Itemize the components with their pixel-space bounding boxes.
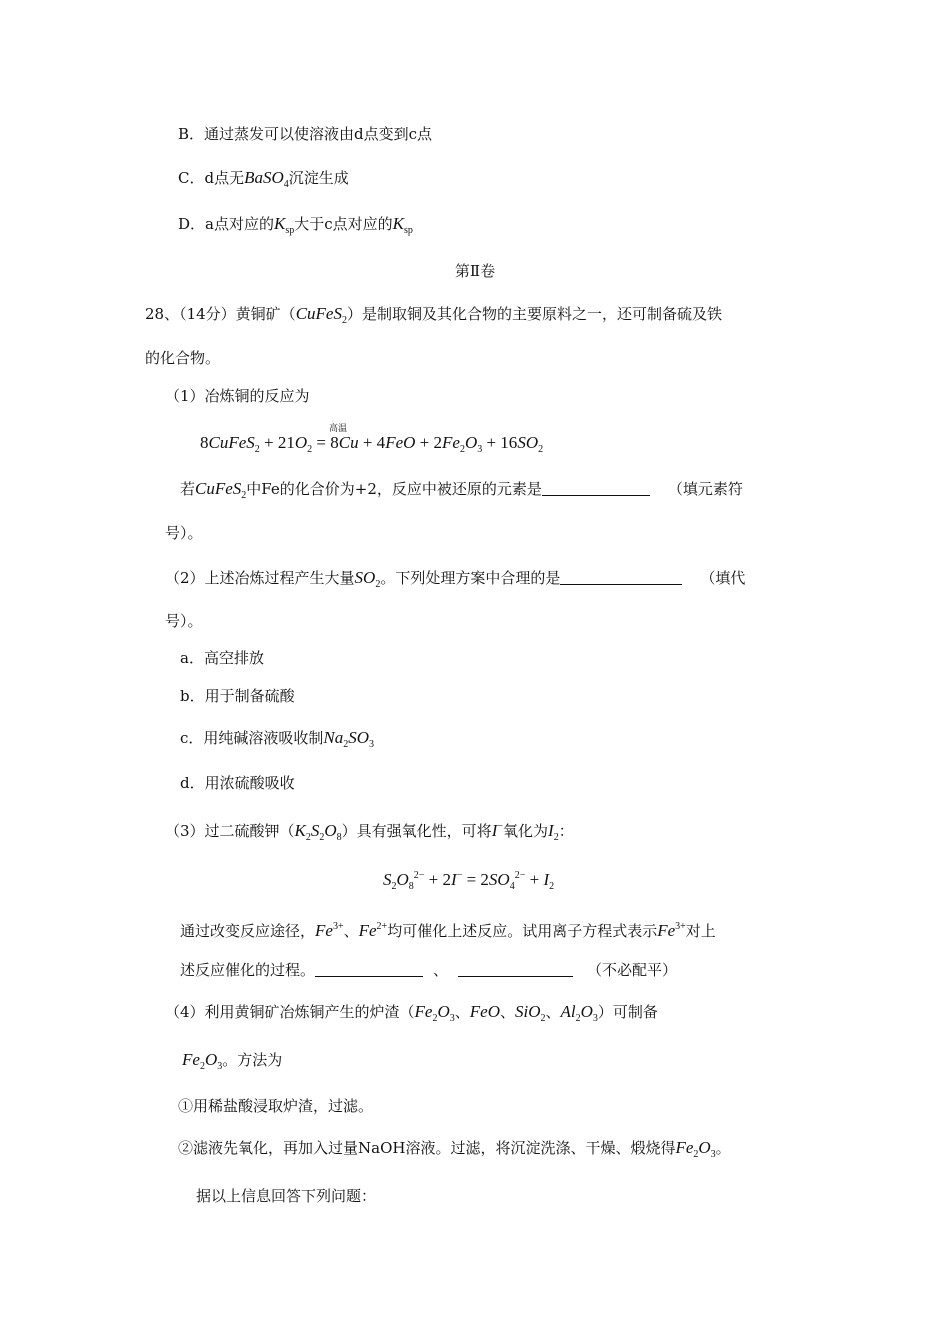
reaction-condition: 高温 bbox=[329, 424, 348, 434]
option-d-ksp1: $K_{sp}$ bbox=[273, 214, 295, 236]
formula-cufes2-b: CuFeS$_2$ bbox=[195, 479, 247, 501]
option-d-ksp2: $K_{sp}$ bbox=[392, 214, 413, 236]
option-d bbox=[178, 214, 413, 241]
part1-label: （1）冶炼铜的反应为 bbox=[165, 387, 310, 405]
part3-text1: 通过改变反应途径，$Fe^{3+}$、$Fe^{2+}$均可催化上述反应。试用离子方程式表示$Fe^{3+}$对上 bbox=[180, 921, 716, 940]
formula-i2: $I_2$ bbox=[548, 821, 559, 843]
option-c bbox=[178, 168, 349, 195]
part3-question: （3）过二硫酸钾$(K_2S_2O_8)$具有强氧化性，可将I−氧化为$I_2$： bbox=[165, 821, 574, 843]
part2-question: （2）上述冶炼过程产生大量$SO_2$。下列处理方案中合理的是 （填代 bbox=[165, 568, 746, 590]
choice-c: c．用纯碱溶液吸收制$Na_2SO_3$ bbox=[180, 728, 375, 750]
part4-question: （4）利用黄铜矿冶炼铜产生的炉渣（$Fe_2O_3$、FeO、SiO$_2$、$Al_2O_3$）可制备 bbox=[165, 1002, 658, 1024]
part1-question: 若CuFeS$_2$中Fe的化合价为+2，反应中被还原的元素是 （填元素符 bbox=[180, 479, 743, 501]
option-c-formula: BaSO$_4$ bbox=[244, 168, 289, 190]
equation-persulfate: $S_2O_8^{2-} + 2I^- = 2SO_4^{2-} + I_2$ bbox=[383, 870, 555, 892]
formula-iodide: I− bbox=[491, 821, 503, 840]
formula-fe2o3: $Fe_2O_3$ bbox=[414, 1002, 455, 1024]
formula-cufes2: CuFeS$_2$ bbox=[295, 304, 347, 326]
option-c-post: 沉淀生成 bbox=[288, 169, 349, 187]
equation-smelting: 8CuFeS$_2$ + $21O_2 = 8Cu + 4FeO + 2Fe_2O_3 + 16SO_2$ bbox=[200, 433, 544, 455]
choice-b: b．用于制备硫酸 bbox=[180, 687, 295, 705]
answer-blank-2[interactable] bbox=[560, 570, 682, 585]
choice-a: a．高空排放 bbox=[180, 649, 264, 667]
answer-blank-3b[interactable] bbox=[458, 962, 573, 977]
answer-blank-1[interactable] bbox=[542, 481, 650, 496]
part4-question-cont: $Fe_2O_3$。方法为 bbox=[182, 1050, 283, 1072]
option-d-mid: 大于c点对应的 bbox=[294, 215, 393, 233]
part3-text2: 述反应催化的过程。 、 （不必配平） bbox=[180, 961, 678, 979]
formula-na2so3: $Na_2SO_3$ bbox=[323, 728, 375, 750]
formula-fe2: $Fe^{2+}$ bbox=[358, 921, 388, 940]
option-b: B．通过蒸发可以使溶液由d点变到c点 bbox=[178, 125, 433, 143]
formula-feo: FeO bbox=[469, 1002, 500, 1021]
formula-fe3: $Fe^{3+}$ bbox=[315, 921, 344, 940]
section-title: 第Ⅱ卷 bbox=[454, 262, 496, 280]
part2-question-end: 号）。 bbox=[165, 612, 203, 630]
option-d-pre: D．a点对应的 bbox=[178, 215, 274, 233]
answer-blank-3a[interactable] bbox=[315, 962, 423, 977]
formula-fe3-b: $Fe^{3+}$ bbox=[657, 921, 686, 940]
formula-al2o3: $Al_2O_3$ bbox=[560, 1002, 598, 1024]
part1-question-end: 号）。 bbox=[165, 524, 203, 542]
formula-sio2: SiO$_2$ bbox=[515, 1002, 546, 1024]
formula-so2: $SO_2$ bbox=[354, 568, 381, 590]
formula-k2s2o8: $K_2S_2O_8$ bbox=[294, 821, 342, 843]
method-step-1: ①用稀盐酸浸取炉渣，过滤。 bbox=[178, 1097, 374, 1115]
method-step-2: ②滤液先氧化，再加入过量NaOH溶液。过滤，将沉淀洗涤、干燥、煅烧得$Fe_2O_3$。 bbox=[178, 1138, 731, 1160]
q28-intro-line1: 28、（14分）黄铜矿（CuFeS$_2$）是制取铜及其化合物的主要原料之一，还可制备硫及铁 bbox=[145, 304, 722, 326]
q28-intro-line2: 的化合物。 bbox=[145, 349, 221, 367]
final-instruction: 据以上信息回答下列问题： bbox=[196, 1187, 377, 1205]
option-c-pre: C．d点无 bbox=[178, 169, 245, 187]
choice-d: d．用浓硫酸吸收 bbox=[180, 774, 295, 792]
formula-fe2o3-c: $Fe_2O_3$ bbox=[675, 1138, 716, 1160]
formula-fe2o3-b: $Fe_2O_3$ bbox=[182, 1050, 223, 1072]
